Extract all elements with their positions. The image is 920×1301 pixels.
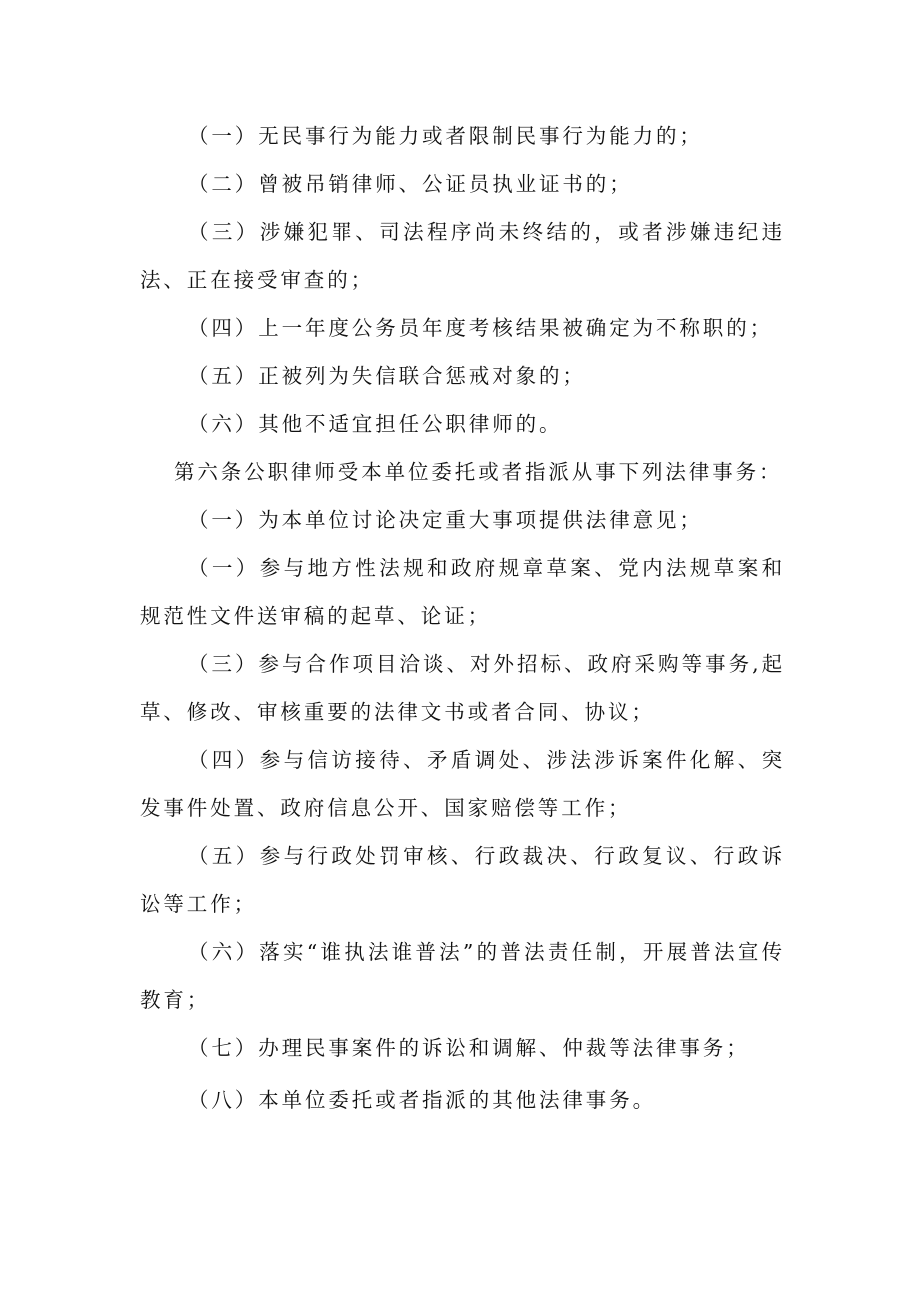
article-6-heading: 第六条公职律师受本单位委托或者指派从事下列法律事务：	[174, 460, 783, 484]
paragraph-disqualification-6: （六）其他不适宜担任公职律师的。	[188, 412, 563, 436]
paragraph-duty-2: （一）参与地方性法规和政府规章草案、党内法规草案和规范性文件送审稿的起草、论证；	[140, 556, 785, 628]
document-page	[140, 112, 785, 1124]
paragraph-disqualification-4: （四）上一年度公务员年度考核结果被确定为不称职的；	[188, 316, 773, 340]
paragraph-duty-7: （七）办理民事案件的诉讼和调解、仲裁等法律事务；	[188, 1036, 750, 1060]
paragraph-duty-4: （四）参与信访接待、矛盾调处、涉法涉诉案件化解、突发事件处置、政府信息公开、国家赔偿等工作；	[140, 748, 785, 820]
paragraph-disqualification-2: （二）曾被吊销律师、公证员执业证书的；	[188, 172, 633, 196]
paragraph-disqualification-3: （三）涉嫌犯罪、司法程序尚未终结的，或者涉嫌违纪违法、正在接受审查的；	[140, 220, 785, 292]
paragraph-duty-5: （五）参与行政处罚审核、行政裁决、行政复议、行政诉讼等工作；	[140, 844, 785, 916]
paragraph-duty-3: （三）参与合作项目洽谈、对外招标、政府采购等事务,起草、修改、审核重要的法律文书或者合同、协议；	[140, 652, 785, 724]
paragraph-duty-1: （一）为本单位讨论决定重大事项提供法律意见；	[188, 508, 703, 532]
paragraph-disqualification-5: （五）正被列为失信联合惩戒对象的；	[188, 364, 586, 388]
paragraph-duty-8: （八）本单位委托或者指派的其他法律事务。	[188, 1088, 656, 1112]
paragraph-duty-6: （六）落实“谁执法谁普法”的普法责任制，开展普法宣传教育；	[140, 940, 785, 1012]
paragraph-disqualification-1: （一）无民事行为能力或者限制民事行为能力的；	[188, 124, 703, 148]
